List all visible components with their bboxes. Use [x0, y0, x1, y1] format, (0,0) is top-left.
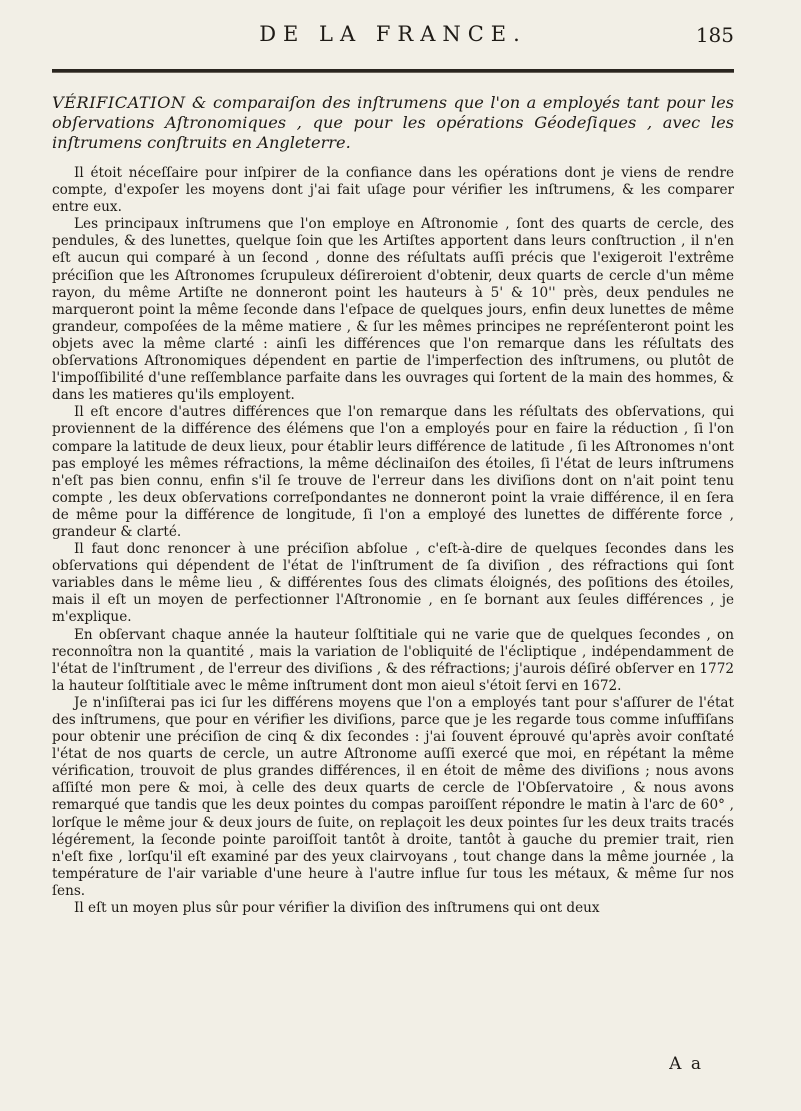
section-heading — [52, 93, 734, 152]
signature-mark: A a — [669, 1054, 703, 1074]
paragraph: Il eſt encore d'autres différences que l'on remarque dans les réſultats des obſervations, qui proviennent de la différence des élémens que l'on a employés pour en faire la réduction , ſi l'on compare la latitude de deux lieux, pour établir leurs différence de latitude , ſi les Aſtronomes n'ont pas employé les mêmes réfractions, la même déclinaiſon des étoiles, ſi l'état de leurs inſtrumens n'eſt pas bien connu, enfin s'il ſe trouve de l'erreur dans les diviſions dont on n'ait point tenu compte , les deux obſervations correſpondantes ne donneront point la vraie différence, il en ſera de même pour la différence de longitude, ſi l'on a employé des lunettes de différente force , grandeur & clarté. — [52, 404, 735, 540]
heading-rest: & comparaiſon des inſtrumens que l'on a employés tant pour les obſervations Aſtronomiques , que pour les opérations Géodeſiques , avec les inſtrumens conſtruits en Angleterre. — [52, 93, 734, 152]
paragraph: Les principaux inſtrumens que l'on employe en Aſtronomie , ſont des quarts de cercle, des pendules, & des lunettes, quelque ſoin que les Artiſtes apportent dans leurs conſtruction , il n'en eſt aucun qui comparé à un ſecond , donne des réſultats auſſi précis que l'exigeroit l'extrême préciſion que les Aſtronomes ſcrupuleux déſireroient d'obtenir, deux quarts de cercle d'un même rayon, du même Artiſte ne donneront point les hauteurs à 5' & 10'' près, deux pendules ne marqueront point la même ſeconde dans l'eſpace de quelques jours, enfin deux lunettes de même grandeur, compoſées de la même matiere , & ſur les mêmes principes ne repréſenteront point les objets avec la même clarté : ainſi les différences que l'on remarque dans les réſultats des obſervations Aſtronomiques dépendent en partie de l'imperfection des inſtrumens, ou plutôt de l'impoſſibilité d'une reſſemblance parfaite dans les ouvrages qui ſortent de la main des hommes, & dans les matieres qu'ils employent. — [52, 216, 734, 404]
paragraph: En obſervant chaque année la hauteur ſolſtitiale qui ne varie que de quelques ſecondes , on reconnoîtra non la quantité , mais la variation de l'obliquité de l'écliptique , indépendamment de l'état de l'inſtrument , de l'erreur des diviſions , & des réfractions; j'aurois déſiré obſerver en 1772 la hauteur ſolſtitiale avec le même inſtrument dont mon aieul s'étoit ſervi en 1672. — [52, 626, 734, 694]
running-head — [52, 22, 734, 46]
body-text — [52, 165, 734, 917]
paragraph: Il étoit néceſſaire pour inſpirer de la confiance dans les opérations dont je viens de rendre compte, d'expoſer les moyens dont j'ai fait uſage pour vérifier les inſtrumens, & les comparer entre eux. — [52, 165, 734, 216]
paragraph: Il eſt un moyen plus sûr pour vérifier la diviſion des inſtrumens qui ont deux — [74, 900, 600, 917]
running-title: DE LA FRANCE. — [259, 22, 527, 46]
paragraph: Je n'inſiſterai pas ici ſur les différens moyens que l'on a employés tant pour s'aſſurer de l'état des inſtrumens, que pour en vérifier les diviſions, parce que je les regarde tous comme inſuffiſans pour obtenir une préciſion de cinq & dix ſecondes : j'ai ſouvent éprouvé qu'après avoir conſtaté l'état de nos quarts de cercle, un autre Aſtronome auſſi exercé que moi, en répétant la même vérification, trouvoit de plus grandes différences, il en étoit de même des diviſions ; nous avons aſſiſté mon pere & moi, à celle des deux quarts de cercle de l'Obſervatoire , & nous avons remarqué que tandis que les deux pointes du compas paroiſſent répondre le matin à l'arc de 60° , lorſque le même jour & deux jours de ſuite, on replaçoit les deux pointes ſur les deux traits tracés légérement, la ſeconde pointe paroiſſoit tantôt à droite, tantôt à gauche du premier trait, rien n'eſt fixe , lorſqu'il eſt examiné par des yeux clairvoyans , tout change dans la même journée , la température de l'air variable d'une heure à l'autre influe ſur tous les métaux, & même ſur nos ſens. — [52, 694, 734, 899]
paragraph: Il faut donc renoncer à une préciſion abſolue , c'eſt-à-dire de quelques ſecondes dans les obſervations qui dépendent de l'état de l'inſtrument de ſa diviſion , des réfractions qui ſont variables dans le même lieu , & différentes ſous des climats éloignés, des poſitions des étoiles, mais il eſt un moyen de perfectionner l'Aſtronomie , en ſe bornant aux ſeules différences , je m'explique. — [52, 541, 734, 626]
header-rule — [52, 69, 734, 73]
heading-lead: VÉRIFICATION — [52, 93, 186, 112]
page-number: 185 — [695, 23, 734, 47]
